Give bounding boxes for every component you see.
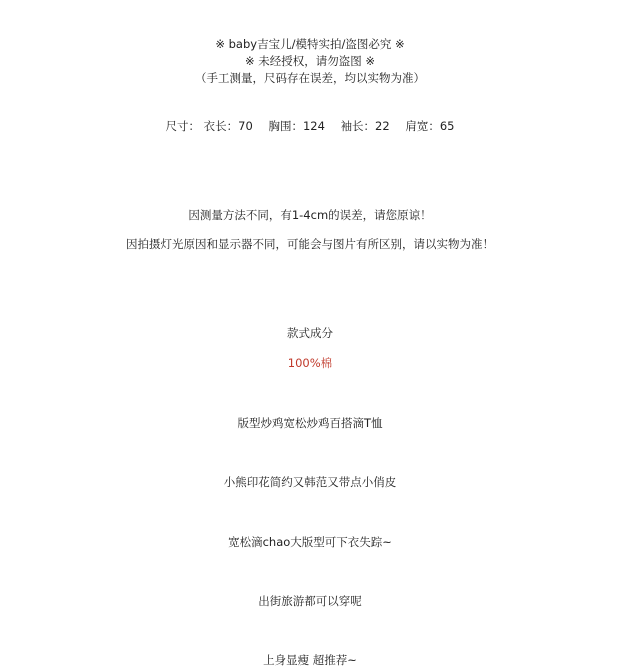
feature-item-2: 小熊印花简约又韩范又带点小俏皮 bbox=[223, 475, 397, 489]
composition-title: 款式成分 bbox=[287, 326, 333, 340]
measurement-error-note: 因测量方法不同，有1-4cm的误差，请您原谅！ bbox=[188, 208, 432, 222]
size-length: 衣长：70 bbox=[203, 119, 253, 133]
feature-item-4: 出街旅游都可以穿呢 bbox=[258, 594, 362, 608]
feature-item-1: 版型炒鸡宽松炒鸡百搭滴T恤 bbox=[237, 416, 383, 430]
size-chest: 胸围：124 bbox=[268, 119, 325, 133]
size-sleeve: 袖长：22 bbox=[340, 119, 390, 133]
color-difference-note: 因拍摄灯光原因和显示器不同，可能会与图片有所区别，请以实物为准！ bbox=[126, 237, 494, 251]
no-theft-warning: ※ 未经授权，请勿盗图 ※ bbox=[244, 54, 376, 68]
size-shoulder: 肩宽：65 bbox=[405, 119, 455, 133]
feature-item-3: 宽松滴chao大版型可下衣失踪~ bbox=[228, 535, 392, 549]
copyright-line: ※ baby吉宝儿/模特实拍/盗图必究 ※ bbox=[215, 37, 405, 51]
composition-material: 100%棉 bbox=[287, 356, 333, 370]
size-row bbox=[0, 118, 620, 134]
measurement-disclaimer: （手工测量，尺码存在误差，均以实物为准） bbox=[195, 71, 425, 85]
feature-item-5: 上身显瘦 超推荐~ bbox=[263, 653, 357, 667]
size-label: 尺寸： bbox=[165, 119, 200, 133]
